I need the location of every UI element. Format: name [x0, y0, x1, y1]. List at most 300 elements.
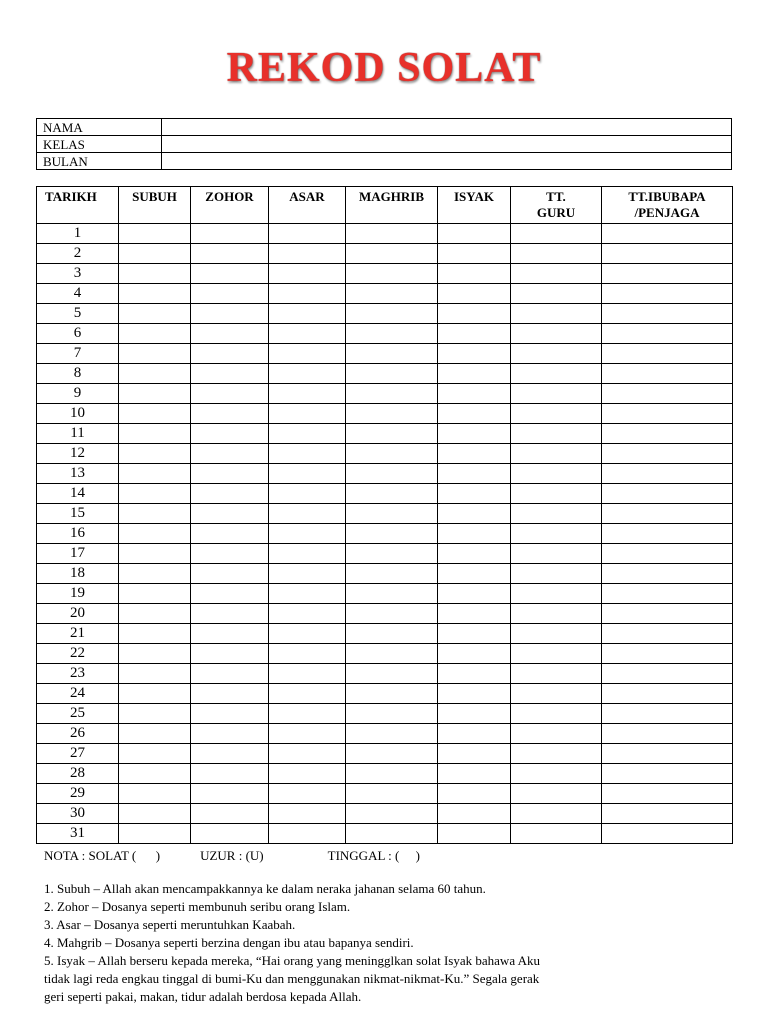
record-cell[interactable]: [269, 744, 346, 764]
record-cell[interactable]: [191, 404, 269, 424]
record-cell[interactable]: [119, 384, 191, 404]
record-cell[interactable]: [511, 364, 602, 384]
record-cell[interactable]: [438, 244, 511, 264]
record-cell[interactable]: [511, 744, 602, 764]
record-cell[interactable]: [269, 584, 346, 604]
date-cell: 10: [37, 404, 119, 424]
record-cell[interactable]: [602, 484, 733, 504]
date-cell: 27: [37, 744, 119, 764]
record-cell[interactable]: [119, 724, 191, 744]
date-cell: 9: [37, 384, 119, 404]
record-cell[interactable]: [191, 684, 269, 704]
record-cell[interactable]: [191, 764, 269, 784]
column-header: MAGHRIB: [346, 187, 438, 224]
record-cell[interactable]: [511, 664, 602, 684]
record-cell[interactable]: [119, 324, 191, 344]
date-cell: 24: [37, 684, 119, 704]
record-cell[interactable]: [346, 544, 438, 564]
record-cell[interactable]: [602, 724, 733, 744]
record-cell[interactable]: [511, 384, 602, 404]
record-cell[interactable]: [438, 384, 511, 404]
record-cell[interactable]: [346, 684, 438, 704]
record-cell[interactable]: [119, 464, 191, 484]
record-cell[interactable]: [119, 544, 191, 564]
record-cell[interactable]: [191, 444, 269, 464]
record-cell[interactable]: [511, 444, 602, 464]
info-label-kelas: KELAS: [37, 136, 162, 153]
record-cell[interactable]: [438, 524, 511, 544]
record-cell[interactable]: [346, 824, 438, 844]
record-cell[interactable]: [119, 264, 191, 284]
record-cell[interactable]: [438, 584, 511, 604]
record-cell[interactable]: [511, 264, 602, 284]
record-cell[interactable]: [119, 584, 191, 604]
record-cell[interactable]: [602, 504, 733, 524]
date-cell: 11: [37, 424, 119, 444]
record-cell[interactable]: [438, 304, 511, 324]
record-cell[interactable]: [602, 404, 733, 424]
date-cell: 17: [37, 544, 119, 564]
record-cell[interactable]: [511, 504, 602, 524]
record-cell[interactable]: [191, 244, 269, 264]
table-row: [37, 484, 733, 504]
info-label-bulan: BULAN: [37, 153, 162, 170]
record-cell[interactable]: [269, 264, 346, 284]
date-cell: 20: [37, 604, 119, 624]
table-row: [37, 824, 733, 844]
record-cell[interactable]: [269, 444, 346, 464]
record-cell[interactable]: [269, 704, 346, 724]
record-cell[interactable]: [602, 664, 733, 684]
record-cell[interactable]: [511, 604, 602, 624]
table-row: [37, 804, 733, 824]
record-cell[interactable]: [438, 744, 511, 764]
record-cell[interactable]: [346, 644, 438, 664]
record-cell[interactable]: [511, 784, 602, 804]
record-cell[interactable]: [191, 704, 269, 724]
record-cell[interactable]: [511, 684, 602, 704]
date-cell: 22: [37, 644, 119, 664]
record-cell[interactable]: [346, 324, 438, 344]
note-line: 4. Mahgrib – Dosanya seperti berzina dengan ibu atau bapanya sendiri.: [44, 935, 414, 950]
note-line: 3. Asar – Dosanya seperti meruntuhkan Kaabah.: [44, 917, 296, 932]
record-cell[interactable]: [511, 344, 602, 364]
record-cell[interactable]: [269, 764, 346, 784]
table-row: [37, 624, 733, 644]
record-cell[interactable]: [602, 344, 733, 364]
table-row: [37, 504, 733, 524]
record-cell[interactable]: [511, 324, 602, 344]
record-cell[interactable]: [438, 604, 511, 624]
record-cell[interactable]: [269, 804, 346, 824]
record-cell[interactable]: [511, 824, 602, 844]
table-row: [37, 264, 733, 284]
record-cell[interactable]: [438, 484, 511, 504]
record-cell[interactable]: [511, 544, 602, 564]
record-cell[interactable]: [602, 364, 733, 384]
date-cell: 31: [37, 824, 119, 844]
record-cell[interactable]: [602, 604, 733, 624]
record-cell[interactable]: [511, 464, 602, 484]
record-cell[interactable]: [346, 764, 438, 784]
date-cell: 15: [37, 504, 119, 524]
note-line: geri seperti pakai, makan, tidur adalah berdosa kepada Allah.: [44, 989, 362, 1004]
record-cell[interactable]: [438, 704, 511, 724]
record-cell[interactable]: [602, 784, 733, 804]
record-cell[interactable]: [191, 304, 269, 324]
record-cell[interactable]: [438, 424, 511, 444]
record-cell[interactable]: [269, 824, 346, 844]
record-cell[interactable]: [269, 424, 346, 444]
record-cell[interactable]: [346, 604, 438, 624]
record-cell[interactable]: [119, 444, 191, 464]
table-row: [37, 584, 733, 604]
record-cell[interactable]: [269, 384, 346, 404]
table-row: [37, 684, 733, 704]
table-row: [37, 404, 733, 424]
table-row: [37, 224, 733, 244]
record-cell[interactable]: [602, 224, 733, 244]
record-cell[interactable]: [269, 464, 346, 484]
record-cell[interactable]: [346, 804, 438, 824]
record-cell[interactable]: [119, 244, 191, 264]
record-cell[interactable]: [191, 744, 269, 764]
record-cell[interactable]: [511, 804, 602, 824]
record-cell[interactable]: [191, 564, 269, 584]
record-cell[interactable]: [119, 684, 191, 704]
prayer-record-table: [36, 186, 733, 844]
nota-solat: NOTA : SOLAT ( ): [44, 848, 161, 863]
record-cell[interactable]: [438, 624, 511, 644]
table-row: [37, 424, 733, 444]
record-cell[interactable]: [119, 744, 191, 764]
record-cell[interactable]: [346, 564, 438, 584]
record-cell[interactable]: [119, 364, 191, 384]
record-cell[interactable]: [511, 724, 602, 744]
table-row: [37, 464, 733, 484]
record-cell[interactable]: [119, 764, 191, 784]
record-cell[interactable]: [191, 504, 269, 524]
nota-uzur: UZUR : (U): [200, 848, 264, 863]
record-cell[interactable]: [269, 344, 346, 364]
table-row: [37, 744, 733, 764]
record-cell[interactable]: [191, 384, 269, 404]
table-row: [37, 244, 733, 264]
record-cell[interactable]: [269, 664, 346, 684]
record-cell[interactable]: [119, 624, 191, 644]
record-cell[interactable]: [438, 444, 511, 464]
record-cell[interactable]: [346, 584, 438, 604]
record-cell[interactable]: [346, 504, 438, 524]
column-header: ASAR: [269, 187, 346, 224]
student-info-table: [36, 118, 732, 170]
record-cell[interactable]: [346, 244, 438, 264]
record-cell[interactable]: [346, 484, 438, 504]
record-cell[interactable]: [269, 484, 346, 504]
record-cell[interactable]: [191, 584, 269, 604]
record-cell[interactable]: [269, 544, 346, 564]
record-cell[interactable]: [269, 504, 346, 524]
record-cell[interactable]: [511, 624, 602, 644]
record-cell[interactable]: [269, 364, 346, 384]
record-cell[interactable]: [119, 484, 191, 504]
table-header-row: [37, 187, 733, 224]
record-cell[interactable]: [191, 604, 269, 624]
record-cell[interactable]: [511, 424, 602, 444]
record-cell[interactable]: [346, 704, 438, 724]
record-cell[interactable]: [438, 824, 511, 844]
record-cell[interactable]: [602, 444, 733, 464]
record-cell[interactable]: [602, 684, 733, 704]
record-cell[interactable]: [511, 304, 602, 324]
record-cell[interactable]: [191, 784, 269, 804]
info-row: [37, 136, 732, 153]
info-value-kelas: [162, 136, 732, 153]
record-cell[interactable]: [269, 304, 346, 324]
date-cell: 25: [37, 704, 119, 724]
table-row: [37, 344, 733, 364]
note-line: 1. Subuh – Allah akan mencampakkannya ke dalam neraka jahanan selama 60 tahun.: [44, 881, 486, 896]
record-cell[interactable]: [191, 624, 269, 644]
record-cell[interactable]: [438, 284, 511, 304]
record-cell[interactable]: [438, 664, 511, 684]
info-row: [37, 153, 732, 170]
record-cell[interactable]: [346, 624, 438, 644]
table-row: [37, 304, 733, 324]
record-cell[interactable]: [602, 824, 733, 844]
record-cell[interactable]: [269, 784, 346, 804]
record-cell[interactable]: [119, 404, 191, 424]
record-cell[interactable]: [119, 604, 191, 624]
record-cell[interactable]: [438, 644, 511, 664]
record-cell[interactable]: [119, 824, 191, 844]
record-cell[interactable]: [602, 264, 733, 284]
date-cell: 19: [37, 584, 119, 604]
record-cell[interactable]: [602, 564, 733, 584]
table-row: [37, 524, 733, 544]
record-cell[interactable]: [602, 584, 733, 604]
record-cell[interactable]: [346, 744, 438, 764]
record-cell[interactable]: [191, 524, 269, 544]
record-cell[interactable]: [511, 244, 602, 264]
date-cell: 30: [37, 804, 119, 824]
record-cell[interactable]: [119, 784, 191, 804]
record-cell[interactable]: [119, 304, 191, 324]
date-cell: 12: [37, 444, 119, 464]
record-cell[interactable]: [191, 264, 269, 284]
date-cell: 28: [37, 764, 119, 784]
record-cell[interactable]: [438, 804, 511, 824]
record-cell[interactable]: [269, 284, 346, 304]
record-cell[interactable]: [191, 724, 269, 744]
record-cell[interactable]: [119, 644, 191, 664]
record-cell[interactable]: [269, 604, 346, 624]
table-row: [37, 764, 733, 784]
notes-list: [44, 880, 744, 1006]
column-header: TARIKH: [37, 187, 119, 224]
record-cell[interactable]: [269, 404, 346, 424]
column-header: TT. GURU: [511, 187, 602, 224]
record-cell[interactable]: [602, 324, 733, 344]
date-cell: 6: [37, 324, 119, 344]
date-cell: 29: [37, 784, 119, 804]
note-line: 2. Zohor – Dosanya seperti membunuh seribu orang Islam.: [44, 899, 351, 914]
record-cell[interactable]: [119, 224, 191, 244]
record-cell[interactable]: [269, 644, 346, 664]
record-cell[interactable]: [346, 784, 438, 804]
record-cell[interactable]: [511, 224, 602, 244]
record-cell[interactable]: [191, 664, 269, 684]
note-line: 5. Isyak – Allah berseru kepada mereka, “Hai orang yang meningglkan solat Isyak bahawa Aku: [44, 953, 541, 968]
record-cell[interactable]: [191, 344, 269, 364]
record-cell[interactable]: [602, 624, 733, 644]
record-cell[interactable]: [346, 404, 438, 424]
record-cell[interactable]: [438, 404, 511, 424]
record-cell[interactable]: [438, 364, 511, 384]
record-cell[interactable]: [346, 224, 438, 244]
record-cell[interactable]: [269, 324, 346, 344]
record-cell[interactable]: [346, 384, 438, 404]
record-cell[interactable]: [438, 504, 511, 524]
record-cell[interactable]: [119, 704, 191, 724]
record-cell[interactable]: [438, 264, 511, 284]
note-line: tidak lagi reda engkau tinggal di bumi-Ku dan menggunakan nikmat-nikmat-Ku.” Segala gerak: [44, 971, 540, 986]
record-cell[interactable]: [191, 644, 269, 664]
date-cell: 18: [37, 564, 119, 584]
record-cell[interactable]: [602, 544, 733, 564]
record-cell[interactable]: [602, 244, 733, 264]
record-cell[interactable]: [119, 564, 191, 584]
record-cell[interactable]: [438, 684, 511, 704]
record-cell[interactable]: [191, 544, 269, 564]
record-cell[interactable]: [269, 224, 346, 244]
record-cell[interactable]: [346, 444, 438, 464]
table-row: [37, 444, 733, 464]
record-cell[interactable]: [269, 684, 346, 704]
record-cell[interactable]: [438, 564, 511, 584]
table-row: [37, 324, 733, 344]
date-cell: 2: [37, 244, 119, 264]
table-row: [37, 284, 733, 304]
table-row: [37, 664, 733, 684]
record-cell[interactable]: [438, 544, 511, 564]
record-cell[interactable]: [438, 784, 511, 804]
record-cell[interactable]: [269, 564, 346, 584]
record-cell[interactable]: [191, 364, 269, 384]
record-cell[interactable]: [602, 284, 733, 304]
record-cell[interactable]: [119, 424, 191, 444]
record-cell[interactable]: [346, 464, 438, 484]
record-cell[interactable]: [602, 384, 733, 404]
record-cell[interactable]: [119, 804, 191, 824]
record-cell[interactable]: [511, 644, 602, 664]
record-cell[interactable]: [346, 424, 438, 444]
record-cell[interactable]: [191, 824, 269, 844]
record-cell[interactable]: [511, 404, 602, 424]
record-cell[interactable]: [191, 284, 269, 304]
date-cell: 16: [37, 524, 119, 544]
record-cell[interactable]: [602, 744, 733, 764]
table-row: [37, 544, 733, 564]
table-row: [37, 644, 733, 664]
record-cell[interactable]: [119, 504, 191, 524]
record-cell[interactable]: [346, 364, 438, 384]
table-row: [37, 704, 733, 724]
record-cell[interactable]: [346, 724, 438, 744]
record-cell[interactable]: [602, 424, 733, 444]
column-header: TT.IBUBAPA /PENJAGA: [602, 187, 733, 224]
date-cell: 13: [37, 464, 119, 484]
record-cell[interactable]: [511, 284, 602, 304]
record-cell[interactable]: [602, 764, 733, 784]
record-cell[interactable]: [602, 804, 733, 824]
table-row: [37, 604, 733, 624]
record-cell[interactable]: [269, 244, 346, 264]
record-cell[interactable]: [602, 524, 733, 544]
record-cell[interactable]: [191, 484, 269, 504]
info-value-nama: [162, 119, 732, 136]
record-cell[interactable]: [346, 264, 438, 284]
date-cell: 26: [37, 724, 119, 744]
info-value-bulan: [162, 153, 732, 170]
record-cell[interactable]: [438, 764, 511, 784]
record-cell[interactable]: [438, 724, 511, 744]
record-cell[interactable]: [511, 584, 602, 604]
record-cell[interactable]: [346, 284, 438, 304]
record-cell[interactable]: [346, 524, 438, 544]
date-cell: 21: [37, 624, 119, 644]
record-cell[interactable]: [269, 624, 346, 644]
record-cell[interactable]: [438, 224, 511, 244]
column-header: SUBUH: [119, 187, 191, 224]
record-cell[interactable]: [602, 704, 733, 724]
record-cell[interactable]: [191, 224, 269, 244]
record-cell[interactable]: [511, 764, 602, 784]
record-cell[interactable]: [269, 724, 346, 744]
record-cell[interactable]: [119, 344, 191, 364]
table-row: [37, 724, 733, 744]
record-cell[interactable]: [119, 284, 191, 304]
record-cell[interactable]: [602, 464, 733, 484]
info-row: [37, 119, 732, 136]
record-cell[interactable]: [119, 524, 191, 544]
record-cell[interactable]: [511, 704, 602, 724]
record-cell[interactable]: [346, 664, 438, 684]
record-cell[interactable]: [191, 464, 269, 484]
date-cell: 1: [37, 224, 119, 244]
column-header: ZOHOR: [191, 187, 269, 224]
record-cell[interactable]: [511, 524, 602, 544]
record-cell[interactable]: [438, 344, 511, 364]
date-cell: 5: [37, 304, 119, 324]
record-cell[interactable]: [511, 484, 602, 504]
record-cell[interactable]: [346, 304, 438, 324]
record-cell[interactable]: [511, 564, 602, 584]
date-cell: 8: [37, 364, 119, 384]
info-label-nama: NAMA: [37, 119, 162, 136]
record-cell[interactable]: [119, 664, 191, 684]
record-cell[interactable]: [269, 524, 346, 544]
record-cell[interactable]: [191, 424, 269, 444]
record-cell[interactable]: [191, 804, 269, 824]
record-cell[interactable]: [346, 344, 438, 364]
record-cell[interactable]: [191, 324, 269, 344]
date-cell: 4: [37, 284, 119, 304]
record-cell[interactable]: [602, 304, 733, 324]
record-cell[interactable]: [602, 644, 733, 664]
record-cell[interactable]: [438, 324, 511, 344]
record-cell[interactable]: [438, 464, 511, 484]
